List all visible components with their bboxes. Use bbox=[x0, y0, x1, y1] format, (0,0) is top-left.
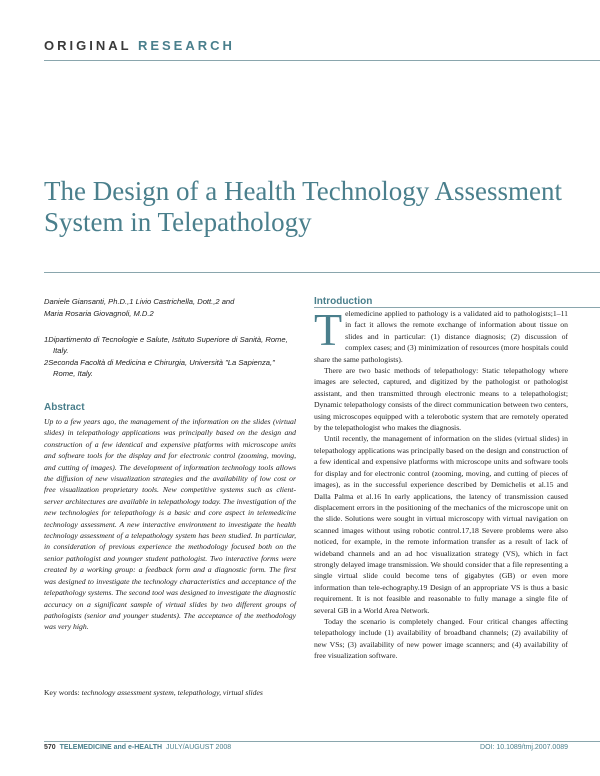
section-label bbox=[44, 38, 235, 53]
introduction-paragraph-2: There are two basic methods of telepathology: Static telepathology where images are selected, captured, and digitized by the pathologist or pathologist assistant, and then transmitted through electronic means to a telepathologist; Dynamic telepathology consists of the direct communication between two centers, using microscopes equipped with a telerobotic system that are remotely operated by the telepathologist who makes the diagnosis. bbox=[314, 366, 568, 433]
authors-line-2: Maria Rosaria Giovagnoli, M.D.2 bbox=[44, 309, 154, 318]
introduction-paragraph-3: Until recently, the management of information on the slides (virtual slides) in telepathology applications was principally based on the design and construction of a few identical and expensive platforms with microscope units and software tools for display and for electronic control (zooming, moving, and cutting of pieces of images), as in the successful experience described by Demichelis et al.15 and Dalla Palma et al.16 In early applications, the latency of transmission caused displacement errors in the positioning of the mechanics of the microscope unit on the slide. Solutions were sought in virtual microscopy with virtual navigation on scanned images without using robotic control.17,18 Severe problems were also noticed, for example, in the remote information transfer as a result of lack of wideband channels and an ad hoc visualization strategy (VS), which in fact strongly delayed image transmission. We should consider that a file representing a single virtual slide could become tens of gigabytes (GB) or even more information than tele-echography.19 Design of an appropriate VS is thus a basic requirement. It is not feasible and reasonable to fully manage a single file of several GB in a World Area Network. bbox=[314, 434, 568, 615]
authors-line-1: Daniele Giansanti, Ph.D.,1 Livio Castrichella, Dott.,2 and bbox=[44, 297, 235, 306]
keywords bbox=[44, 687, 296, 698]
keywords-text: technology assessment system, telepathology, virtual slides bbox=[81, 688, 263, 697]
top-rule bbox=[44, 60, 600, 61]
affiliations bbox=[44, 334, 294, 380]
introduction-paragraph-1 bbox=[314, 304, 568, 365]
title-rule bbox=[44, 272, 600, 273]
affiliation-2: 2Seconda Facoltà di Medicina e Chirurgia, Università "La Sapienza," Rome, Italy. bbox=[44, 358, 275, 378]
section-label-research: RESEARCH bbox=[137, 38, 235, 53]
issue-date: JULY/AUGUST 2008 bbox=[166, 744, 232, 751]
doi: DOI: 10.1089/tmj.2007.0089 bbox=[480, 744, 568, 751]
introduction-heading: Introduction bbox=[314, 296, 373, 307]
authors bbox=[44, 296, 294, 320]
abstract-heading: Abstract bbox=[44, 402, 85, 413]
page-footer bbox=[44, 742, 568, 754]
article-title: The Design of a Health Technology Assessment System in Telepathology bbox=[44, 176, 563, 237]
keywords-label: Key words: bbox=[44, 688, 80, 697]
page-number: 570 bbox=[44, 744, 56, 751]
introduction-body bbox=[314, 304, 568, 662]
introduction-paragraph-4: Today the scenario is completely changed. Four critical changes affecting telepathology include (1) availability of broadband channels; (2) availability of new VSs; (3) availability of new power image scanners; and (4) availability of free visualization software. bbox=[314, 616, 568, 661]
section-label-original: ORIGINAL bbox=[44, 38, 132, 53]
abstract-text: Up to a few years ago, the management of the information on the slides (virtual slides) in telepathology applications was principally based on the design and construction of a few identical and expensive platforms with microscope units and software tools for the display and for electronic control (zooming, moving, and cutting of images). The development of information technology tools allows the diffusion of new visualization strategies and the availability of low cost or free visualization proprietary tools. New competitive systems such as client-server architectures are available in telepathology today. The investigation of the new technologies for telepathology is a basic and core aspect in telemedicine technology assessment. A new interactive environment to investigate the health technology assessment of a telepathology system has been studied. In particular, in consideration of previous experience the methodology focused both on the senior pathologist and younger student pathologist. Two interactive forms were created by a working group: a feedback form and a diagnostic form. The first was designed to investigate the technology characteristics and acceptance of the telepathology systems. The second tool was designed to investigate the diagnostic accuracy on a significant sample of virtual slides by two different groups of pathologists (senior and younger students). The acceptance of the methodology was very high. bbox=[44, 417, 296, 632]
introduction-paragraph-1-text: elemedicine applied to pathology is a validated aid to pathologists;1–11 in fact it allows the remote exchange of information about tissue on slides and in particular: (1) distance diagnosis; (2) discussion of complex cases; and (3) minimization of resources (more hospitals could share the same pathologists). bbox=[314, 309, 568, 364]
journal-name: TELEMEDICINE and e-HEALTH bbox=[59, 744, 163, 751]
drop-cap: T bbox=[314, 304, 343, 355]
affiliation-1: 1Dipartimento di Tecnologie e Salute, Istituto Superiore di Sanità, Rome, Italy. bbox=[44, 335, 288, 355]
